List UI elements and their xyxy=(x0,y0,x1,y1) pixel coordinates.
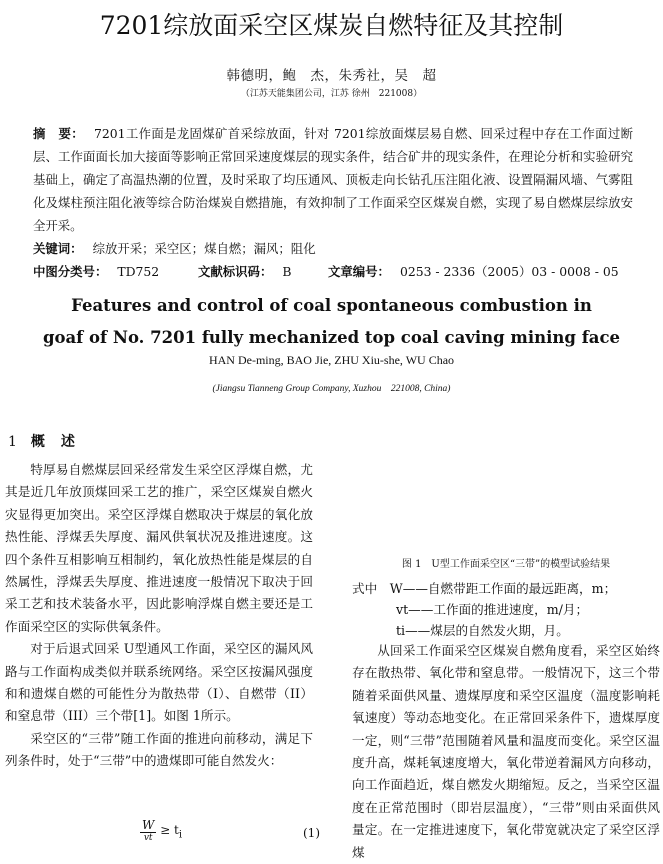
abstract-text: 7201工作面是龙固煤矿首采综放面，针对 7201综放面煤层易自燃、回采过程中存在工作面过断层、工作面面长加大接面等影响正常回采速度煤层的现实条件，结合矿井的现实条件，在理论分析和实验研究基础上，确定了高温热潮的位置，及时采取了均压通风、顶板走向长钻孔压注阻化液、设置隔漏风墙、气雾阻化及煤柱预注阻化液等综合防治煤炭自燃措施，有效抑制了工作面采空区煤炭自燃，实现了易自燃煤层综放安全开采。 xyxy=(33,126,634,233)
abstract-block xyxy=(33,122,633,283)
body-paragraph: 对于后退式回采 U型通风工作面，采空区的漏风风路与工作面构成类似并联系统网络。采空区按漏风强度和和遗煤自燃的可能性分为散热带（I）、自燃带（II）和窒息带（III）三个带[1]。如图 1所示。 xyxy=(5,641,313,724)
formula-subscript: i xyxy=(178,829,183,841)
clc-field xyxy=(33,260,198,283)
clc-value: TD752 xyxy=(117,264,160,279)
body-paragraph: 特厚易自燃煤层回采经常发生采空区浮煤自燃，尤其是近几年放顶煤回采工艺的推广，采空区煤炭自燃火灾显得更加突出。采空区浮煤自燃取决于煤层的氧化放热性能、浮煤丢失厚度、漏风供氧状况及推进速度。这四个条件互相影响互相制约，氧化放热性能是煤层的自然属性，浮煤丢失厚度、推进速度一般情况下取决于回采工艺和技术装备水平，因此影响浮煤自燃主要还是工作面采空区的实际供氧条件。 xyxy=(5,462,313,634)
body-paragraph: 从回采工作面采空区煤炭自燃角度看，采空区始终存在散热带、氧化带和窒息带。一般情况下，这三个带随着采面供风量、遗煤厚度和采空区温度（温度影响耗氧速度）等动态地变化。在正常回采条件下，遗煤厚度一定，则“三带”范围随着风量和温度而变化。采空区温度升高，煤耗氧速度增大，氧化带逆着漏风方向移动，向工作面趋近，煤自燃发火期缩短。反之，当采空区温度在正常范围时（即岩层温度），“三带”则由采面供风量定。在一定推进速度下，氧化带宽就决定了采空区浮煤 xyxy=(352,643,660,860)
author-list: 韩德明，鲍 杰，朱秀社，吴 超 xyxy=(226,68,437,84)
right-column xyxy=(352,640,660,864)
section-title: 概述 xyxy=(30,434,91,450)
article-number-field xyxy=(328,260,619,283)
keywords-label: 关键词： xyxy=(33,241,83,256)
article-number-label: 文章编号： xyxy=(328,264,390,279)
formula-fraction xyxy=(140,818,156,843)
affiliation: （江苏天能集团公司，江苏 徐州 221008） xyxy=(240,89,423,99)
equation-number: (1) xyxy=(303,826,320,840)
doc-code-field xyxy=(198,260,328,283)
formula-numerator: W xyxy=(142,818,155,832)
equation-1 xyxy=(140,818,320,843)
figure-caption: 图 1 U型工作面采空区“三带”的模型试验结果 xyxy=(401,559,611,570)
section-heading xyxy=(8,431,91,451)
abstract-label: 摘 要： xyxy=(33,126,84,141)
keywords-text: 综放开采；采空区；煤自燃；漏风；阻化 xyxy=(92,241,316,256)
section-number: 1 xyxy=(8,434,17,450)
doc-code-label: 文献标识码： xyxy=(198,264,273,279)
variable-definitions xyxy=(352,578,660,641)
variable-line: ti——煤层的自然发火期，月。 xyxy=(396,623,569,638)
variable-line: vt——工作面的推进速度，m/月； xyxy=(396,602,589,617)
body-paragraph: 采空区的“三带”随工作面的推进向前移动，满足下列条件时，处于“三带”中的遗煤即可能自然发火： xyxy=(5,730,313,769)
english-title-line1: Features and control of coal spontaneous combustion in xyxy=(71,296,592,315)
variable-line: 式中 W——自燃带距工作面的最远距离，m； xyxy=(352,581,617,596)
clc-label: 中图分类号： xyxy=(33,264,108,279)
english-affiliation: (Jiangsu Tianneng Group Company, Xuzhou 221008, China) xyxy=(212,384,451,394)
article-number-value: 0253 - 2336（2005）03 - 0008 - 05 xyxy=(399,264,619,279)
english-title xyxy=(0,290,663,354)
classification-row xyxy=(33,260,633,283)
left-column xyxy=(5,459,313,773)
formula-denominator: vt xyxy=(143,833,153,843)
doc-code-value: B xyxy=(282,264,292,279)
abstract-paragraph xyxy=(33,122,633,237)
formula-relation: ≥ t xyxy=(160,823,179,837)
keywords-row xyxy=(33,237,633,260)
english-authors: HAN De-ming, BAO Jie, ZHU Xiu-she, WU Chao xyxy=(208,353,455,367)
english-title-line2: goaf of No. 7201 fully mechanized top coal caving mining face xyxy=(42,328,621,347)
paper-title: 7201综放面采空区煤炭自燃特征及其控制 xyxy=(99,11,564,40)
